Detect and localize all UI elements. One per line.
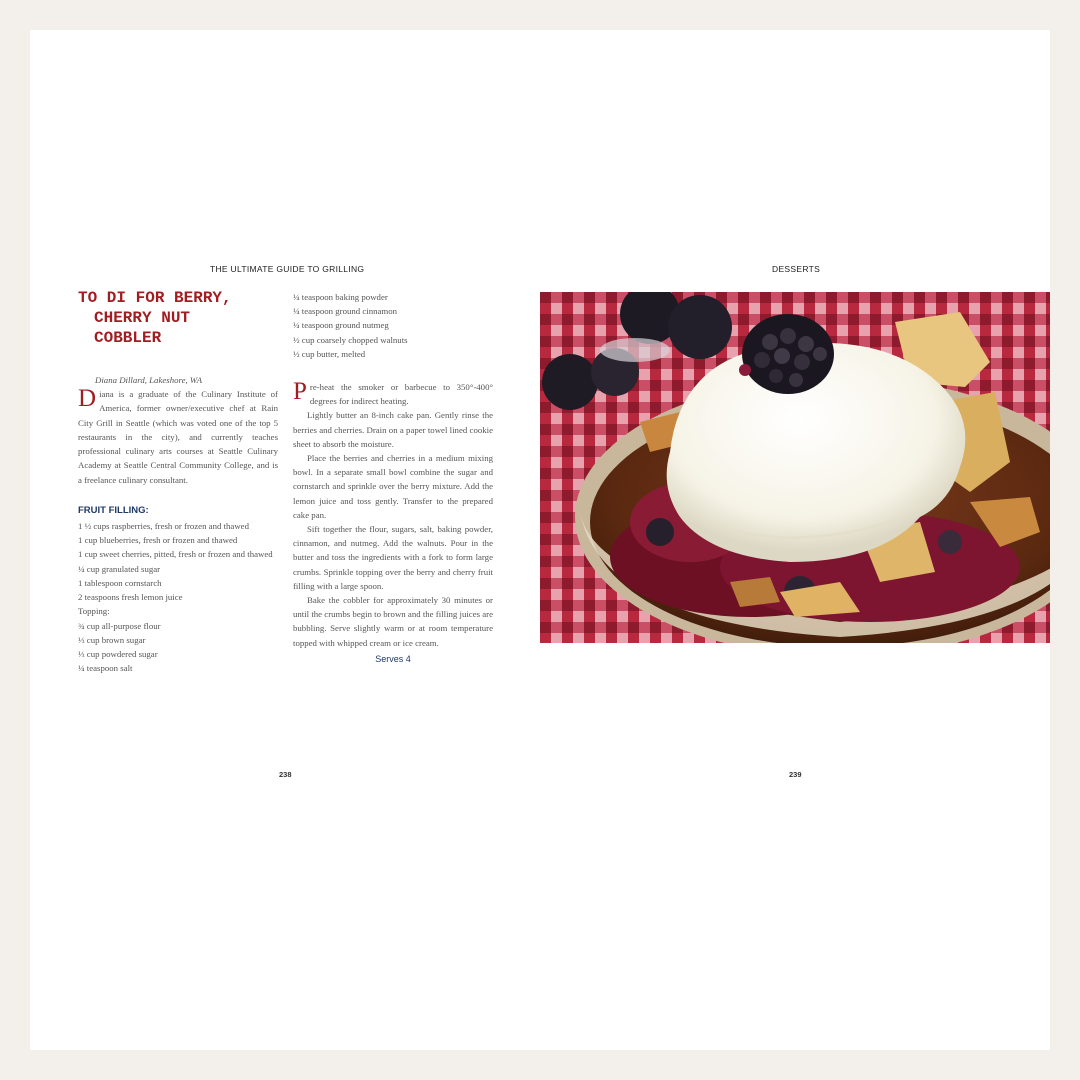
running-head-left: THE ULTIMATE GUIDE TO GRILLING xyxy=(210,264,365,274)
ingredient-item: ¼ teaspoon ground nutmeg xyxy=(293,320,389,331)
section-heading: FRUIT FILLING: xyxy=(78,505,149,517)
page-number-right: 239 xyxy=(789,770,802,779)
ingredient-list-right xyxy=(293,290,493,361)
bio-dropcap: D xyxy=(78,385,97,412)
method-paragraph: Sift together the flour, sugars, salt, baking powder, cinnamon, and nutmeg. Add the walnuts. Pour in the butter and toss the ingredients with a fork to form large crumbs. Sprinkle topping over the berry and cherry fruit filling with a large spoon. xyxy=(293,524,493,591)
cobbler-photo xyxy=(540,292,1050,643)
bio-text: iana is a graduate of the Culinary Institute of America, former owner/executive chef at Rain City Grill in Seattle (which was voted one of the top 5 restaurants in the city), and currently teaches professional culinary arts courses at Seattle Culinary Academy at Seattle Central Community College, and is a freelance culinary consultant. xyxy=(78,389,278,485)
ingredient-item: ⅓ cup brown sugar xyxy=(78,634,146,645)
topping-label: Topping: xyxy=(78,606,110,617)
ingredient-item: ¼ teaspoon baking powder xyxy=(293,292,388,302)
method-text: re-heat the smoker or barbecue to 350°-400° degrees for indirect heating. xyxy=(309,382,493,407)
ingredient-item: ¼ cup granulated sugar xyxy=(78,563,161,574)
ingredient-item: ¾ cup all-purpose flour xyxy=(78,620,161,631)
middle-column xyxy=(293,290,493,664)
author-bio xyxy=(78,387,278,487)
ingredient-item: 1 cup blueberries, fresh or frozen and thawed xyxy=(78,535,238,546)
title-line: COBBLER xyxy=(94,329,162,347)
photo-illustration xyxy=(540,292,1050,643)
method-paragraph: Bake the cobbler for approximately 30 minutes or until the crumbs begin to brown and the filling juices are bubbling. Serve slightly warm or at room temperature topped with whipped cream or ice cream. xyxy=(293,595,493,648)
page-number-left: 238 xyxy=(279,770,292,779)
recipe-author: Diana Dillard, Lakeshore, WA xyxy=(95,375,202,385)
ingredient-list-left xyxy=(78,519,278,675)
running-head-right: DESSERTS xyxy=(772,264,821,274)
ingredient-item: 2 teaspoons fresh lemon juice xyxy=(78,592,183,603)
ingredient-item: ½ cup butter, melted xyxy=(293,348,366,359)
ingredient-item: ½ cup coarsely chopped walnuts xyxy=(293,334,408,345)
ingredient-item: 1 tablespoon cornstarch xyxy=(78,577,162,588)
title-line: TO DI FOR BERRY, xyxy=(78,289,232,307)
ingredient-item: ¼ teaspoon ground cinnamon xyxy=(293,306,398,317)
method-dropcap: P xyxy=(293,378,307,406)
method-paragraph: Place the berries and cherries in a medium mixing bowl. In a separate small bowl combine the sugar and cornstarch and sprinkle over the berry mixture. Add the lemon juice and toss gently. Transfer to the prepared cake pan. xyxy=(293,453,493,520)
left-column xyxy=(78,373,278,675)
method-paragraph: Lightly butter an 8-inch cake pan. Gently rinse the berries and cherries. Drain on a paper towel lined cookie sheet to absorb the moisture. xyxy=(293,410,493,449)
recipe-title xyxy=(78,288,232,348)
ingredient-item: 1 cup sweet cherries, pitted, fresh or frozen and thawed xyxy=(78,549,273,560)
serves-note: Serves 4 xyxy=(375,653,411,664)
method-paragraph xyxy=(293,380,493,408)
ingredient-item: ⅓ cup powdered sugar xyxy=(78,648,158,659)
title-line: CHERRY NUT xyxy=(94,309,191,327)
ingredient-item: 1 ½ cups raspberries, fresh or frozen and thawed xyxy=(78,521,249,532)
ingredient-item: ¼ teaspoon salt xyxy=(78,663,133,674)
